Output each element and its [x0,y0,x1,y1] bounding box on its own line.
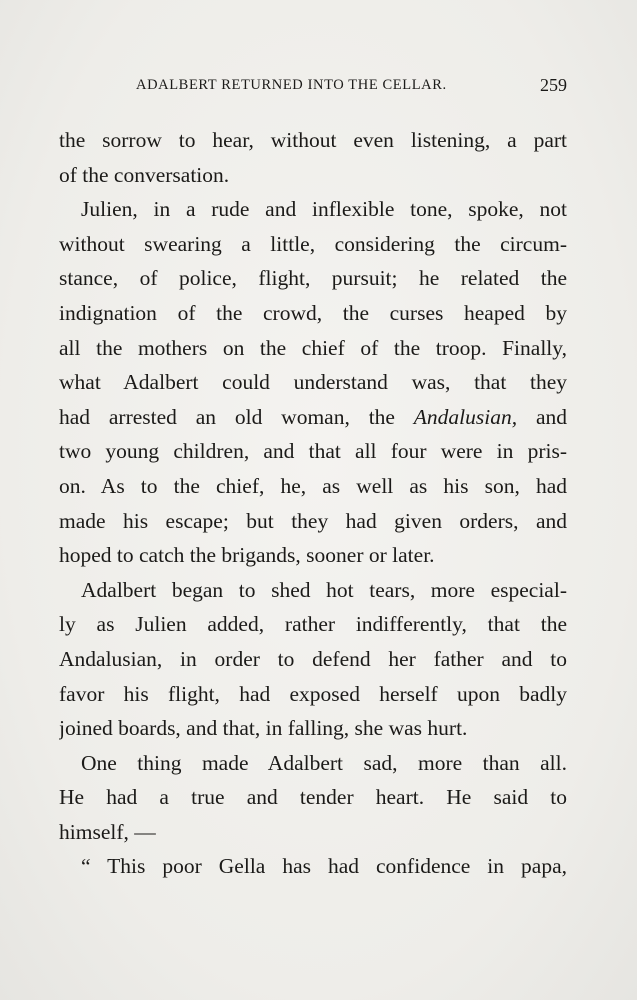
text-line: “ This poor Gella has had confidence in papa, [81,854,567,879]
text-line: what Adalbert could understand was, that they [59,370,567,395]
text-segment: had arrested an old woman, the [59,404,414,429]
page-number: 259 [540,75,567,95]
text-line: He had a true and tender heart. He said to [59,785,567,810]
text-line: on. As to the chief, he, as well as his son, had [59,473,567,498]
text-line [59,400,567,435]
text-line: two young children, and that all four were in pris- [59,439,567,464]
text-line: the sorrow to hear, without even listening, a part [59,128,567,152]
text-line: himself, — [59,819,156,844]
text-line: all the mothers on the chief of the troop. Finally, [59,335,567,360]
text-line: indignation of the crowd, the curses heaped by [59,300,567,325]
text-line: hoped to catch the brigands, sooner or later. [59,543,435,568]
text-line: ly as Julien added, rather indifferently, that the [59,612,567,637]
text-line: without swearing a little, considering the circum- [59,231,567,256]
text-line: One thing made Adalbert sad, more than all. [81,750,567,775]
text-line: of the conversation. [59,162,230,187]
running-head [60,75,567,99]
text-line: made his escape; but they had given orders, and [59,508,567,533]
text-line: Andalusian, in order to defend her father and to [59,646,567,671]
text-line: stance, of police, flight, pursuit; he related the [59,266,567,291]
text-line: joined boards, and that, in falling, she was hurt. [59,716,468,741]
text-line: Adalbert began to shed hot tears, more especial- [81,577,567,602]
italic-term: Andalusian, [413,404,518,429]
body-text [59,123,567,884]
text-segment: and [517,404,567,429]
text-line: favor his flight, had exposed herself upon badly [59,681,567,706]
text-line: Julien, in a rude and inflexible tone, spoke, not [81,197,567,222]
running-title: ADALBERT RETURNED INTO THE CELLAR. [136,77,447,93]
